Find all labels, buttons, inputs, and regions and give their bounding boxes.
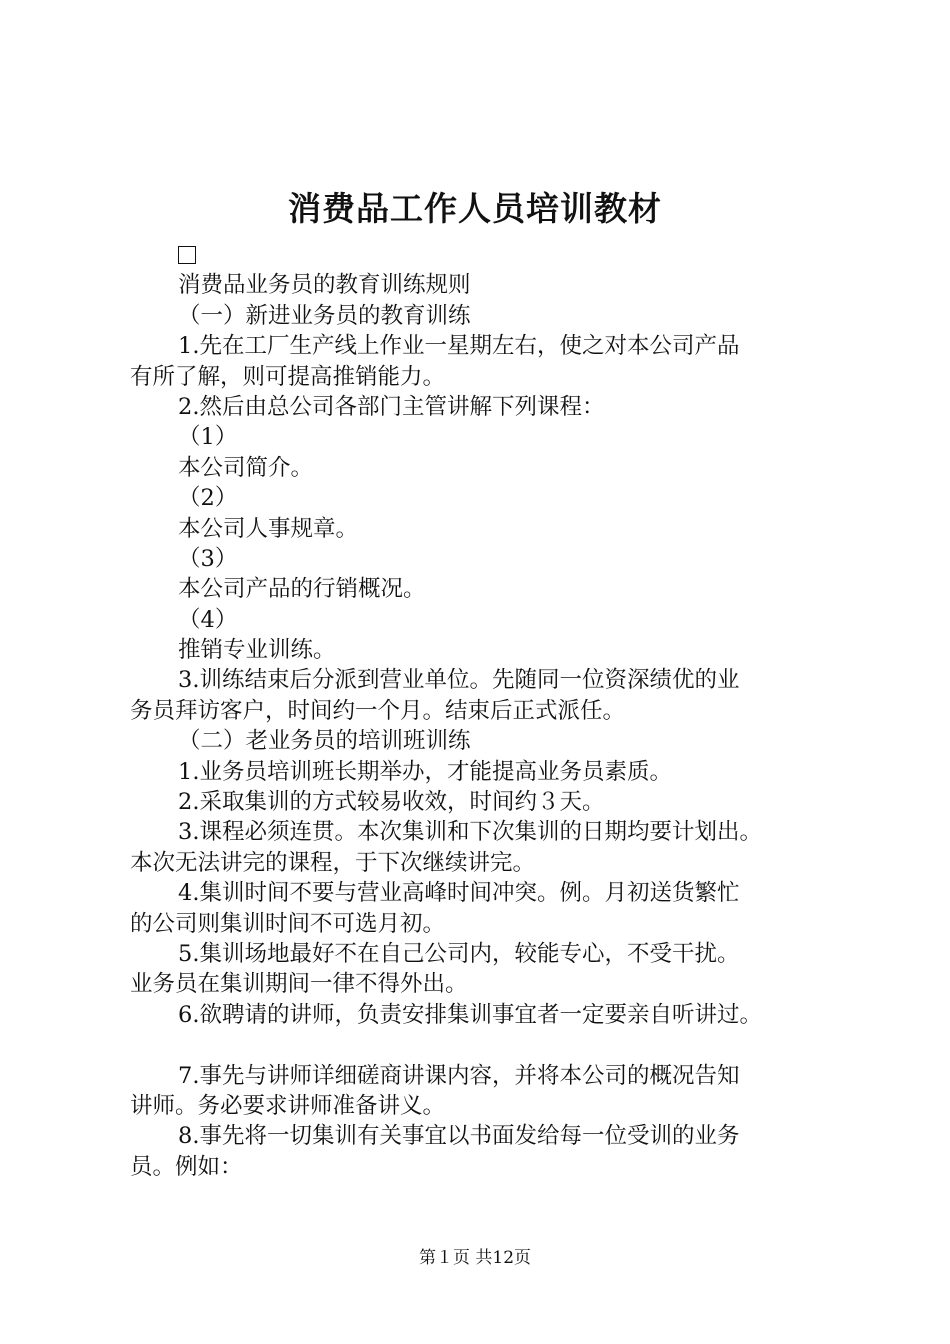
list-item: 推销专业训练。 — [178, 637, 336, 664]
paragraph-line: 3.训练结束后分派到营业单位。先随同一位资深绩优的业 — [178, 667, 740, 694]
paragraph-line: 1.先在工厂生产线上作业一星期左右，使之对本公司产品 — [178, 333, 740, 360]
list-number: （2） — [178, 485, 238, 512]
list-number: （4） — [178, 606, 238, 633]
empty-box-icon — [178, 246, 196, 264]
section-heading: 消费品业务员的教育训练规则 — [178, 272, 471, 299]
paragraph-line: 员。例如： — [130, 1153, 243, 1180]
list-number: （1） — [178, 424, 238, 451]
paragraph-line: 2.采取集训的方式较易收效，时间约３天。 — [178, 789, 605, 816]
list-item: 本公司人事规章。 — [178, 515, 359, 542]
paragraph-line: 4.集训时间不要与营业高峰时间冲突。例。月初送货繁忙 — [178, 880, 740, 907]
list-item: 本公司产品的行销概况。 — [178, 576, 426, 603]
paragraph-line: 2.然后由总公司各部门主管讲解下列课程： — [178, 393, 605, 420]
blank-line — [130, 1030, 840, 1060]
paragraph-line: 3.课程必须连贯。本次集训和下次集训的日期均要计划出。 — [178, 819, 762, 846]
paragraph-line: 务员拜访客户，时间约一个月。结束后正式派任。 — [130, 697, 626, 724]
list-item: 本公司简介。 — [178, 454, 314, 481]
checkbox-line — [130, 240, 840, 270]
paragraph-line: 6.欲聘请的讲师，负责安排集训事宜者一定要亲自听讲过。 — [178, 1001, 762, 1028]
subsection-heading: （二）老业务员的培训班训练 — [178, 728, 471, 755]
page-footer: 第１页 共12页 — [418, 1248, 532, 1268]
paragraph-line: 5.集训场地最好不在自己公司内，较能专心，不受干扰。 — [178, 940, 740, 967]
paragraph-line: 的公司则集训时间不可选月初。 — [130, 910, 446, 937]
paragraph-line: 有所了解，则可提高推销能力。 — [130, 363, 446, 390]
paragraph-line: 7.事先与讲师详细磋商讲课内容，并将本公司的概况告知 — [178, 1062, 740, 1089]
paragraph-line: 8.事先将一切集训有关事宜以书面发给每一位受训的业务 — [178, 1123, 740, 1150]
paragraph-line: 本次无法讲完的课程，于下次继续讲完。 — [130, 849, 536, 876]
subsection-heading: （一）新进业务员的教育训练 — [178, 302, 471, 329]
paragraph-line: 1.业务员培训班长期举办，才能提高业务员素质。 — [178, 758, 672, 785]
paragraph-line: 讲师。务必要求讲师准备讲义。 — [130, 1092, 446, 1119]
document-title: 消费品工作人员培训教材 — [288, 189, 662, 228]
list-number: （3） — [178, 545, 238, 572]
paragraph-line: 业务员在集训期间一律不得外出。 — [130, 971, 468, 998]
document-body — [130, 240, 840, 1182]
